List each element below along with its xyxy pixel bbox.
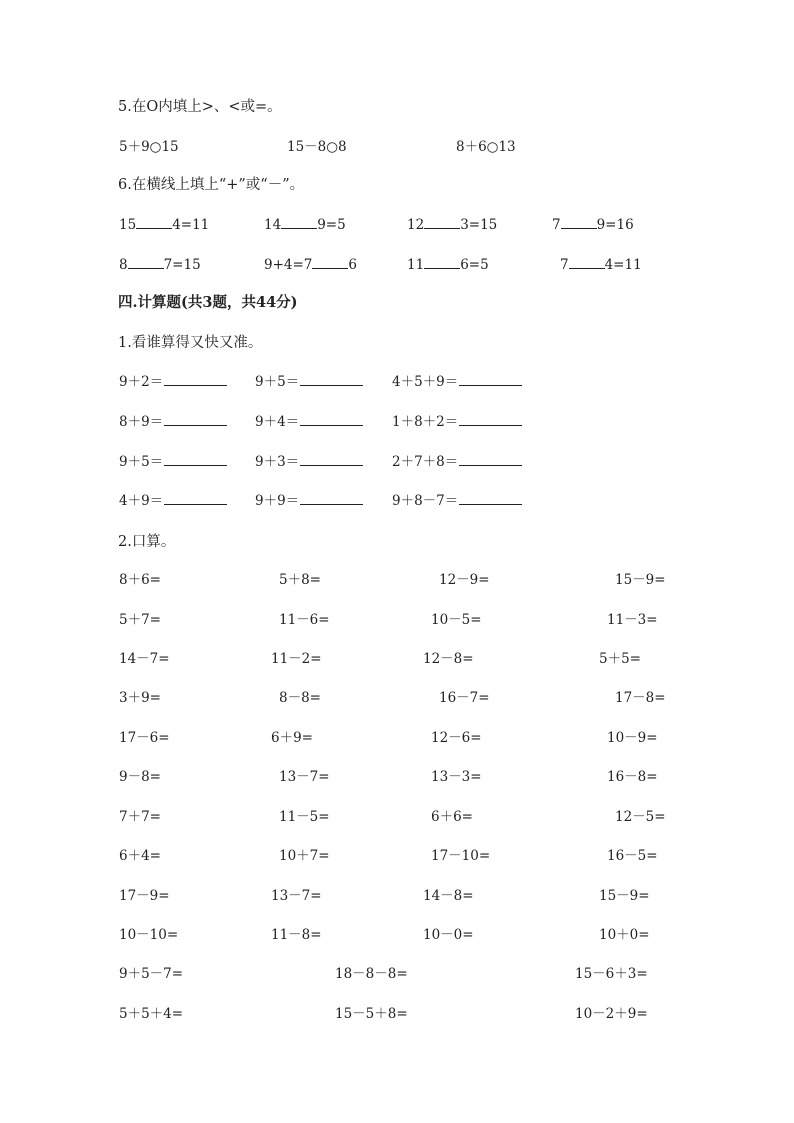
equation-with-line <box>119 493 227 509</box>
oral-calc-item: 15－9= <box>615 572 666 588</box>
fill-operator-item <box>407 217 497 233</box>
fill-operator-left: 15 <box>119 217 137 233</box>
oral-calc-item: 10－0= <box>423 927 474 943</box>
oral-calc-item: 12－9= <box>439 572 490 588</box>
answer-line[interactable] <box>459 415 522 426</box>
oral-calc-item: 5＋5= <box>599 651 641 667</box>
oral-calc-item: 11－2= <box>271 651 322 667</box>
oral-calc-item: 9＋5－7= <box>119 966 184 982</box>
section-4-heading: 四.计算题(共3题，共44分) <box>118 294 298 311</box>
equation-text: 4＋5＋9＝ <box>392 374 459 390</box>
oral-calc-item: 12－5= <box>615 809 666 825</box>
oral-calc-item: 14－8= <box>423 888 474 904</box>
fill-operator-right: 3=15 <box>460 217 498 233</box>
equation-with-line <box>392 493 522 509</box>
operator-blank[interactable] <box>136 218 172 229</box>
answer-line[interactable] <box>164 415 227 426</box>
oral-calc-item: 6＋4= <box>119 848 161 864</box>
equation-text: 9＋2＝ <box>119 374 164 390</box>
equation-with-line <box>392 374 522 390</box>
oral-calc-item: 7＋7= <box>119 809 161 825</box>
fill-operator-item <box>119 217 209 233</box>
oral-calc-item: 14－7= <box>119 651 170 667</box>
fill-operator-item <box>119 257 201 273</box>
oral-calc-item: 13－7= <box>279 769 330 785</box>
question-2-title: 2.口算。 <box>118 534 176 550</box>
oral-calc-item: 16－5= <box>607 848 658 864</box>
oral-calc-item: 9－8= <box>119 769 161 785</box>
oral-calc-item: 6＋6= <box>431 809 473 825</box>
operator-blank[interactable] <box>424 258 460 269</box>
operator-blank[interactable] <box>128 258 164 269</box>
oral-calc-item: 17－8= <box>615 690 666 706</box>
answer-line[interactable] <box>300 494 363 505</box>
question-6-title: 6.在横线上填上“+”或“－”。 <box>118 177 305 193</box>
equation-text: 9＋8－7＝ <box>392 493 459 509</box>
fill-operator-right: 4=11 <box>172 217 210 233</box>
compare-item: 15－8○8 <box>287 139 347 155</box>
oral-calc-item: 16－7= <box>439 690 490 706</box>
fill-operator-right: 4=11 <box>604 257 642 273</box>
oral-calc-item: 11－5= <box>279 809 330 825</box>
fill-operator-item <box>552 217 634 233</box>
answer-line[interactable] <box>459 494 522 505</box>
fill-operator-item <box>407 257 489 273</box>
equation-with-line <box>255 454 363 470</box>
question-1-title: 1.看谁算得又快又准。 <box>118 335 263 351</box>
fill-operator-left: 14 <box>264 217 282 233</box>
answer-line[interactable] <box>459 375 522 386</box>
equation-text: 2＋7＋8＝ <box>392 454 459 470</box>
operator-blank[interactable] <box>561 218 597 229</box>
fill-operator-right: 9=16 <box>596 217 634 233</box>
answer-line[interactable] <box>164 494 227 505</box>
answer-line[interactable] <box>300 415 363 426</box>
equation-with-line <box>392 414 522 430</box>
fill-operator-item <box>264 257 357 273</box>
oral-calc-item: 10－9= <box>607 730 658 746</box>
question-5-title: 5.在O内填上>、<或=。 <box>118 99 282 115</box>
fill-operator-right: 6=5 <box>460 257 489 273</box>
oral-calc-item: 12－8= <box>423 651 474 667</box>
equation-text: 9＋4＝ <box>255 414 300 430</box>
oral-calc-item: 10－2＋9= <box>575 1006 648 1022</box>
fill-operator-right: 7=15 <box>163 257 201 273</box>
fill-operator-left: 8 <box>119 257 128 273</box>
oral-calc-item: 13－7= <box>271 888 322 904</box>
oral-calc-item: 8－8= <box>279 690 321 706</box>
oral-calc-item: 15－5＋8= <box>335 1006 408 1022</box>
oral-calc-item: 8＋6= <box>119 572 161 588</box>
oral-calc-item: 5＋8= <box>279 572 321 588</box>
oral-calc-item: 16－8= <box>607 769 658 785</box>
oral-calc-item: 17－6= <box>119 730 170 746</box>
fill-operator-left: 7 <box>560 257 569 273</box>
fill-operator-left: 12 <box>407 217 425 233</box>
answer-line[interactable] <box>300 375 363 386</box>
oral-calc-item: 11－8= <box>271 927 322 943</box>
oral-calc-item: 11－6= <box>279 612 330 628</box>
compare-item: 8＋6○13 <box>456 139 516 155</box>
equation-with-line <box>119 414 227 430</box>
oral-calc-item: 11－3= <box>607 612 658 628</box>
operator-blank[interactable] <box>281 218 317 229</box>
oral-calc-item: 13－3= <box>431 769 482 785</box>
oral-calc-item: 10＋0= <box>599 927 650 943</box>
equation-text: 4＋9＝ <box>119 493 164 509</box>
fill-operator-right: 6 <box>348 257 357 273</box>
equation-text: 9＋5＝ <box>255 374 300 390</box>
compare-item: 5＋9○15 <box>119 139 179 155</box>
equation-with-line <box>255 414 363 430</box>
equation-text: 9＋9＝ <box>255 493 300 509</box>
oral-calc-item: 5＋7= <box>119 612 161 628</box>
operator-blank[interactable] <box>569 258 605 269</box>
oral-calc-item: 15－9= <box>599 888 650 904</box>
oral-calc-item: 18－8－8= <box>335 966 408 982</box>
oral-calc-item: 3＋9= <box>119 690 161 706</box>
oral-calc-item: 17－9= <box>119 888 170 904</box>
equation-with-line <box>392 454 522 470</box>
oral-calc-item: 15－6＋3= <box>575 966 648 982</box>
answer-line[interactable] <box>300 455 363 466</box>
equation-text: 8＋9＝ <box>119 414 164 430</box>
answer-line[interactable] <box>459 455 522 466</box>
fill-operator-item <box>264 217 346 233</box>
oral-calc-item: 10－10= <box>119 927 179 943</box>
answer-line[interactable] <box>164 375 227 386</box>
equation-with-line <box>255 374 363 390</box>
equation-with-line <box>255 493 363 509</box>
oral-calc-item: 17－10= <box>431 848 491 864</box>
equation-text: 9＋5＝ <box>119 454 164 470</box>
equation-text: 9＋3＝ <box>255 454 300 470</box>
fill-operator-right: 9=5 <box>317 217 346 233</box>
operator-blank[interactable] <box>424 218 460 229</box>
oral-calc-item: 10＋7= <box>279 848 330 864</box>
oral-calc-item: 12－6= <box>431 730 482 746</box>
fill-operator-left: 7 <box>552 217 561 233</box>
answer-line[interactable] <box>164 455 227 466</box>
oral-calc-item: 10－5= <box>431 612 482 628</box>
oral-calc-item: 6＋9= <box>271 730 313 746</box>
fill-operator-left: 11 <box>407 257 425 273</box>
equation-text: 1＋8＋2＝ <box>392 414 459 430</box>
oral-calc-item: 5＋5＋4= <box>119 1006 184 1022</box>
equation-with-line <box>119 454 227 470</box>
operator-blank[interactable] <box>312 258 348 269</box>
equation-with-line <box>119 374 227 390</box>
fill-operator-left: 9+4=7 <box>264 257 313 273</box>
fill-operator-item <box>560 257 642 273</box>
